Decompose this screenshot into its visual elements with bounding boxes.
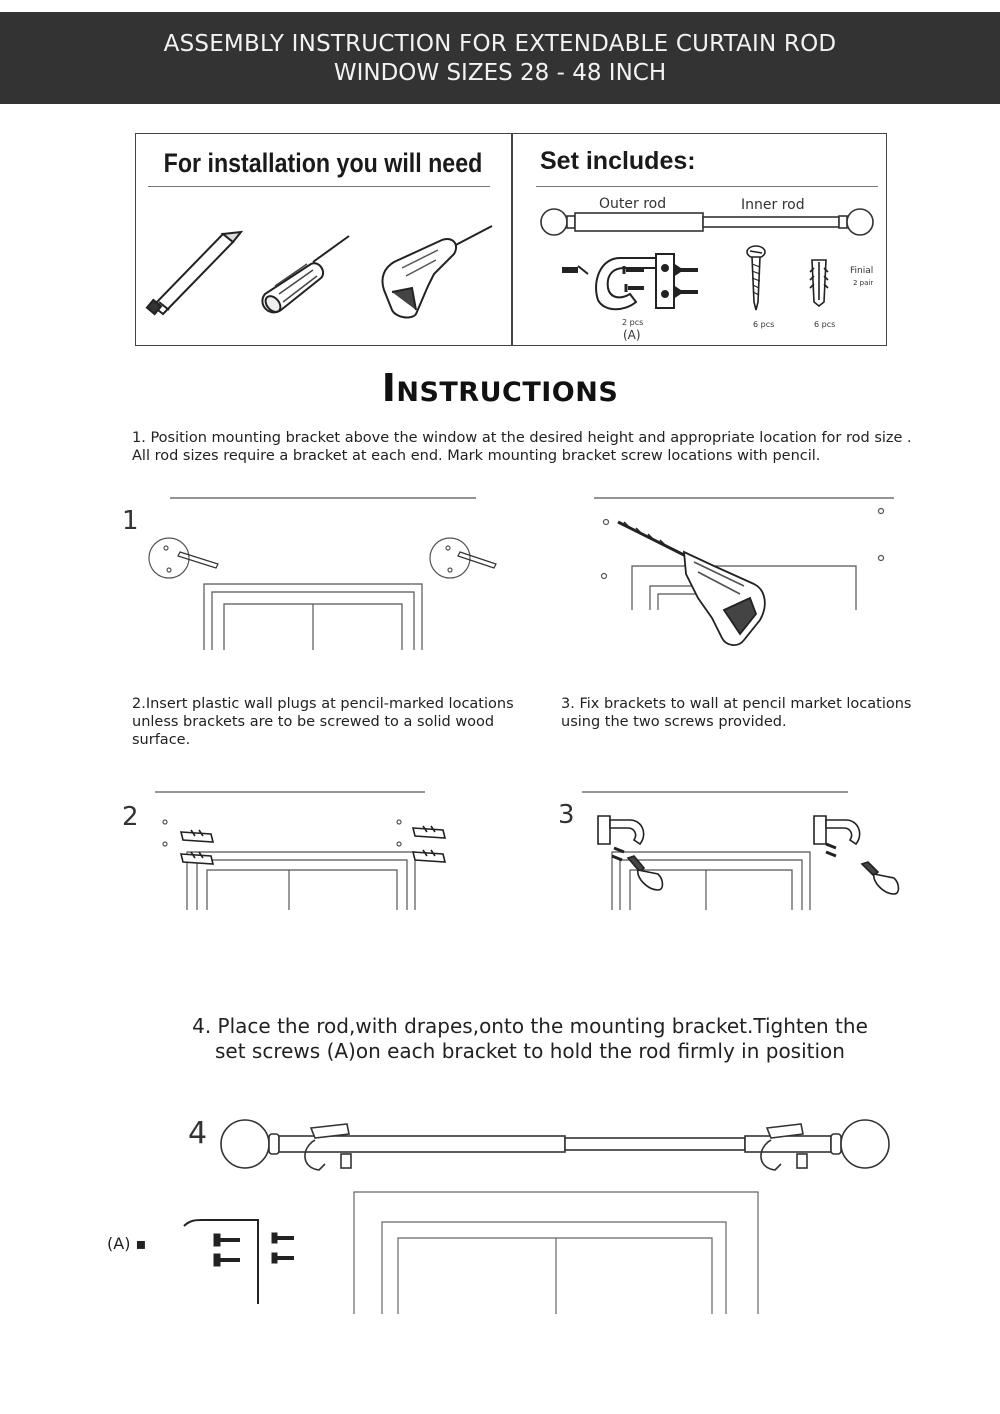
header-banner <box>0 12 1000 104</box>
step1-text: 1. Position mounting bracket above the window at the desired height and appropriate location for rod size . All rod sizes require a bracket at each end. Mark mounting bracket screw locations with pencil. <box>132 430 912 464</box>
screw-icon <box>744 244 768 314</box>
step2-wall-plug-figure <box>155 786 455 914</box>
step2-number: 2 <box>122 802 139 832</box>
set-title: Set includes: <box>540 147 696 175</box>
step2-text: 2.Insert plastic wall plugs at pencil-marked locations unless brackets are to be screwed to a solid wood surface. <box>132 696 514 748</box>
header-title-line2: WINDOW SIZES 28 - 48 INCH <box>333 60 667 86</box>
step4-text: 4. Place the rod,with drapes,onto the mounting bracket.Tighten the set screws (A)on each bracket to hold the rod firmly in position <box>192 1014 868 1063</box>
tools-title-rule <box>148 186 490 187</box>
finial-qty: 2 pair <box>853 279 874 287</box>
step4-window-figure <box>352 1188 762 1316</box>
step1-number: 1 <box>122 506 139 536</box>
outer-rod-label: Outer rod <box>599 196 667 212</box>
step3-bracket-figure <box>582 786 912 914</box>
bracket-qty: 2 pcs <box>622 318 644 327</box>
tools-title: For installation you will need <box>163 148 483 178</box>
step3-number: 3 <box>558 800 575 830</box>
curtain-rod-icon <box>538 196 883 248</box>
finial-label: Finial <box>850 266 874 276</box>
plug-qty: 6 pcs <box>814 320 836 329</box>
bracket-tag: (A) <box>623 328 641 342</box>
step1-drill-figure <box>594 494 904 654</box>
drill-icon <box>372 222 497 322</box>
bracket-icon <box>548 248 703 320</box>
wall-plug-icon <box>806 258 832 308</box>
set-screw-label: (A) ▪ <box>107 1234 147 1253</box>
step4-number: 4 <box>188 1116 208 1151</box>
instructions-title: Instructions <box>381 366 619 410</box>
step3-text: 3. Fix brackets to wall at pencil market locations using the two screws provided. <box>561 696 912 730</box>
set-screw-detail-figure <box>180 1216 300 1306</box>
header-title-line1: ASSEMBLY INSTRUCTION FOR EXTENDABLE CURTAIN ROD <box>163 31 837 57</box>
set-title-rule <box>536 186 878 187</box>
parts-box-divider <box>511 133 513 346</box>
step4-rod-figure <box>215 1112 915 1182</box>
screw-qty: 6 pcs <box>753 320 775 329</box>
pencil-icon <box>145 230 245 320</box>
step1-window-figure <box>140 494 490 654</box>
screwdriver-icon <box>255 232 355 320</box>
inner-rod-label: Inner rod <box>741 197 805 213</box>
